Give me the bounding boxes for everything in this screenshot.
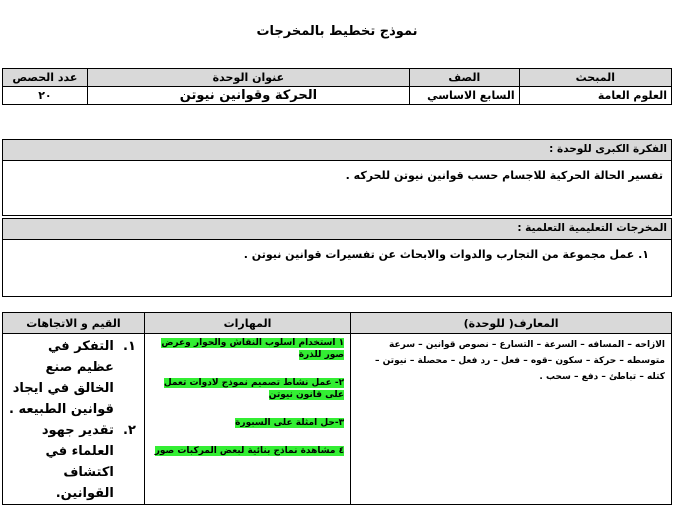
knowledge-text: الازاحه – المسافه – السرعة – التسارع – نصوص قوانين – سرعة متوسطه – حركة – سكون –قوه – فعل – رد فعل – محصلة – نيوتن – كتله – تباطئ – دفع – سحب . [374, 340, 665, 382]
skills-cell [144, 334, 350, 505]
unit-title-header: عنوان الوحدة [87, 69, 409, 87]
bottom-header-row [3, 313, 672, 334]
grade-header: الصف [410, 69, 520, 87]
big-idea-header: الفكرة الكبرى للوحدة : [3, 140, 671, 161]
value-item [7, 336, 136, 420]
big-idea-text: تفسير الحالة الحركية للاجسام حسب قوانين نيوتن للحركه . [345, 169, 663, 182]
values-header: القيم و الاتجاهات [3, 313, 145, 334]
periods-value: ٢٠ [3, 87, 88, 105]
value-text: تقدير جهود العلماء في اكتشاف القوانين. [41, 423, 114, 501]
skills-header: المهارات [144, 313, 350, 334]
periods-header: عدد الحصص [3, 69, 88, 87]
unit-info-table [2, 68, 672, 105]
skill-item [151, 417, 344, 429]
value-number: ١. [122, 339, 136, 354]
bottom-content-row [3, 334, 672, 505]
value-text: التفكر في عظيم صنع الخالق في ايجاد قوانين الطبيعه . [9, 339, 114, 417]
outcome-item: ١. عمل مجموعة من التجارب والدوات والابحاث عن تفسيرات قوانين نيوتن . [243, 248, 649, 261]
unit-title-value: الحركة وقوانين نيوتن [87, 87, 409, 105]
outcomes-box [2, 218, 672, 297]
info-value-row [3, 87, 672, 105]
values-list [7, 336, 140, 504]
page-title: نموذج تخطيط بالمخرجات [256, 24, 418, 39]
knowledge-skills-values-table [2, 312, 672, 505]
subject-value: العلوم العامة [519, 87, 671, 105]
value-item [7, 420, 136, 504]
skill-item [151, 377, 344, 401]
knowledge-header: المعارف( للوحدة) [351, 313, 672, 334]
values-cell [3, 334, 145, 505]
big-idea-box [2, 139, 672, 216]
skill-text: ٤ مشاهدة نماذج بنائية لبعض المركبات صور [154, 446, 345, 456]
skill-item [151, 445, 344, 457]
outcomes-header: المخرجات التعليمية التعلمية : [3, 219, 671, 240]
knowledge-cell [351, 334, 672, 505]
skill-text: ١ استخدام اسلوب النقاش والحوار وعرض صور للذرة [161, 338, 345, 360]
subject-header: المبحث [519, 69, 671, 87]
skill-text: ٢- عمل نشاط تصميم نموذج لادوات تعمل على قانون نيوتن [163, 378, 345, 400]
value-number: ٢. [122, 423, 136, 438]
skill-text: ٣-حل امثلة على السبورة [235, 418, 345, 428]
info-header-row [3, 69, 672, 87]
grade-value: السابع الاساسي [410, 87, 520, 105]
skill-item [151, 337, 344, 361]
